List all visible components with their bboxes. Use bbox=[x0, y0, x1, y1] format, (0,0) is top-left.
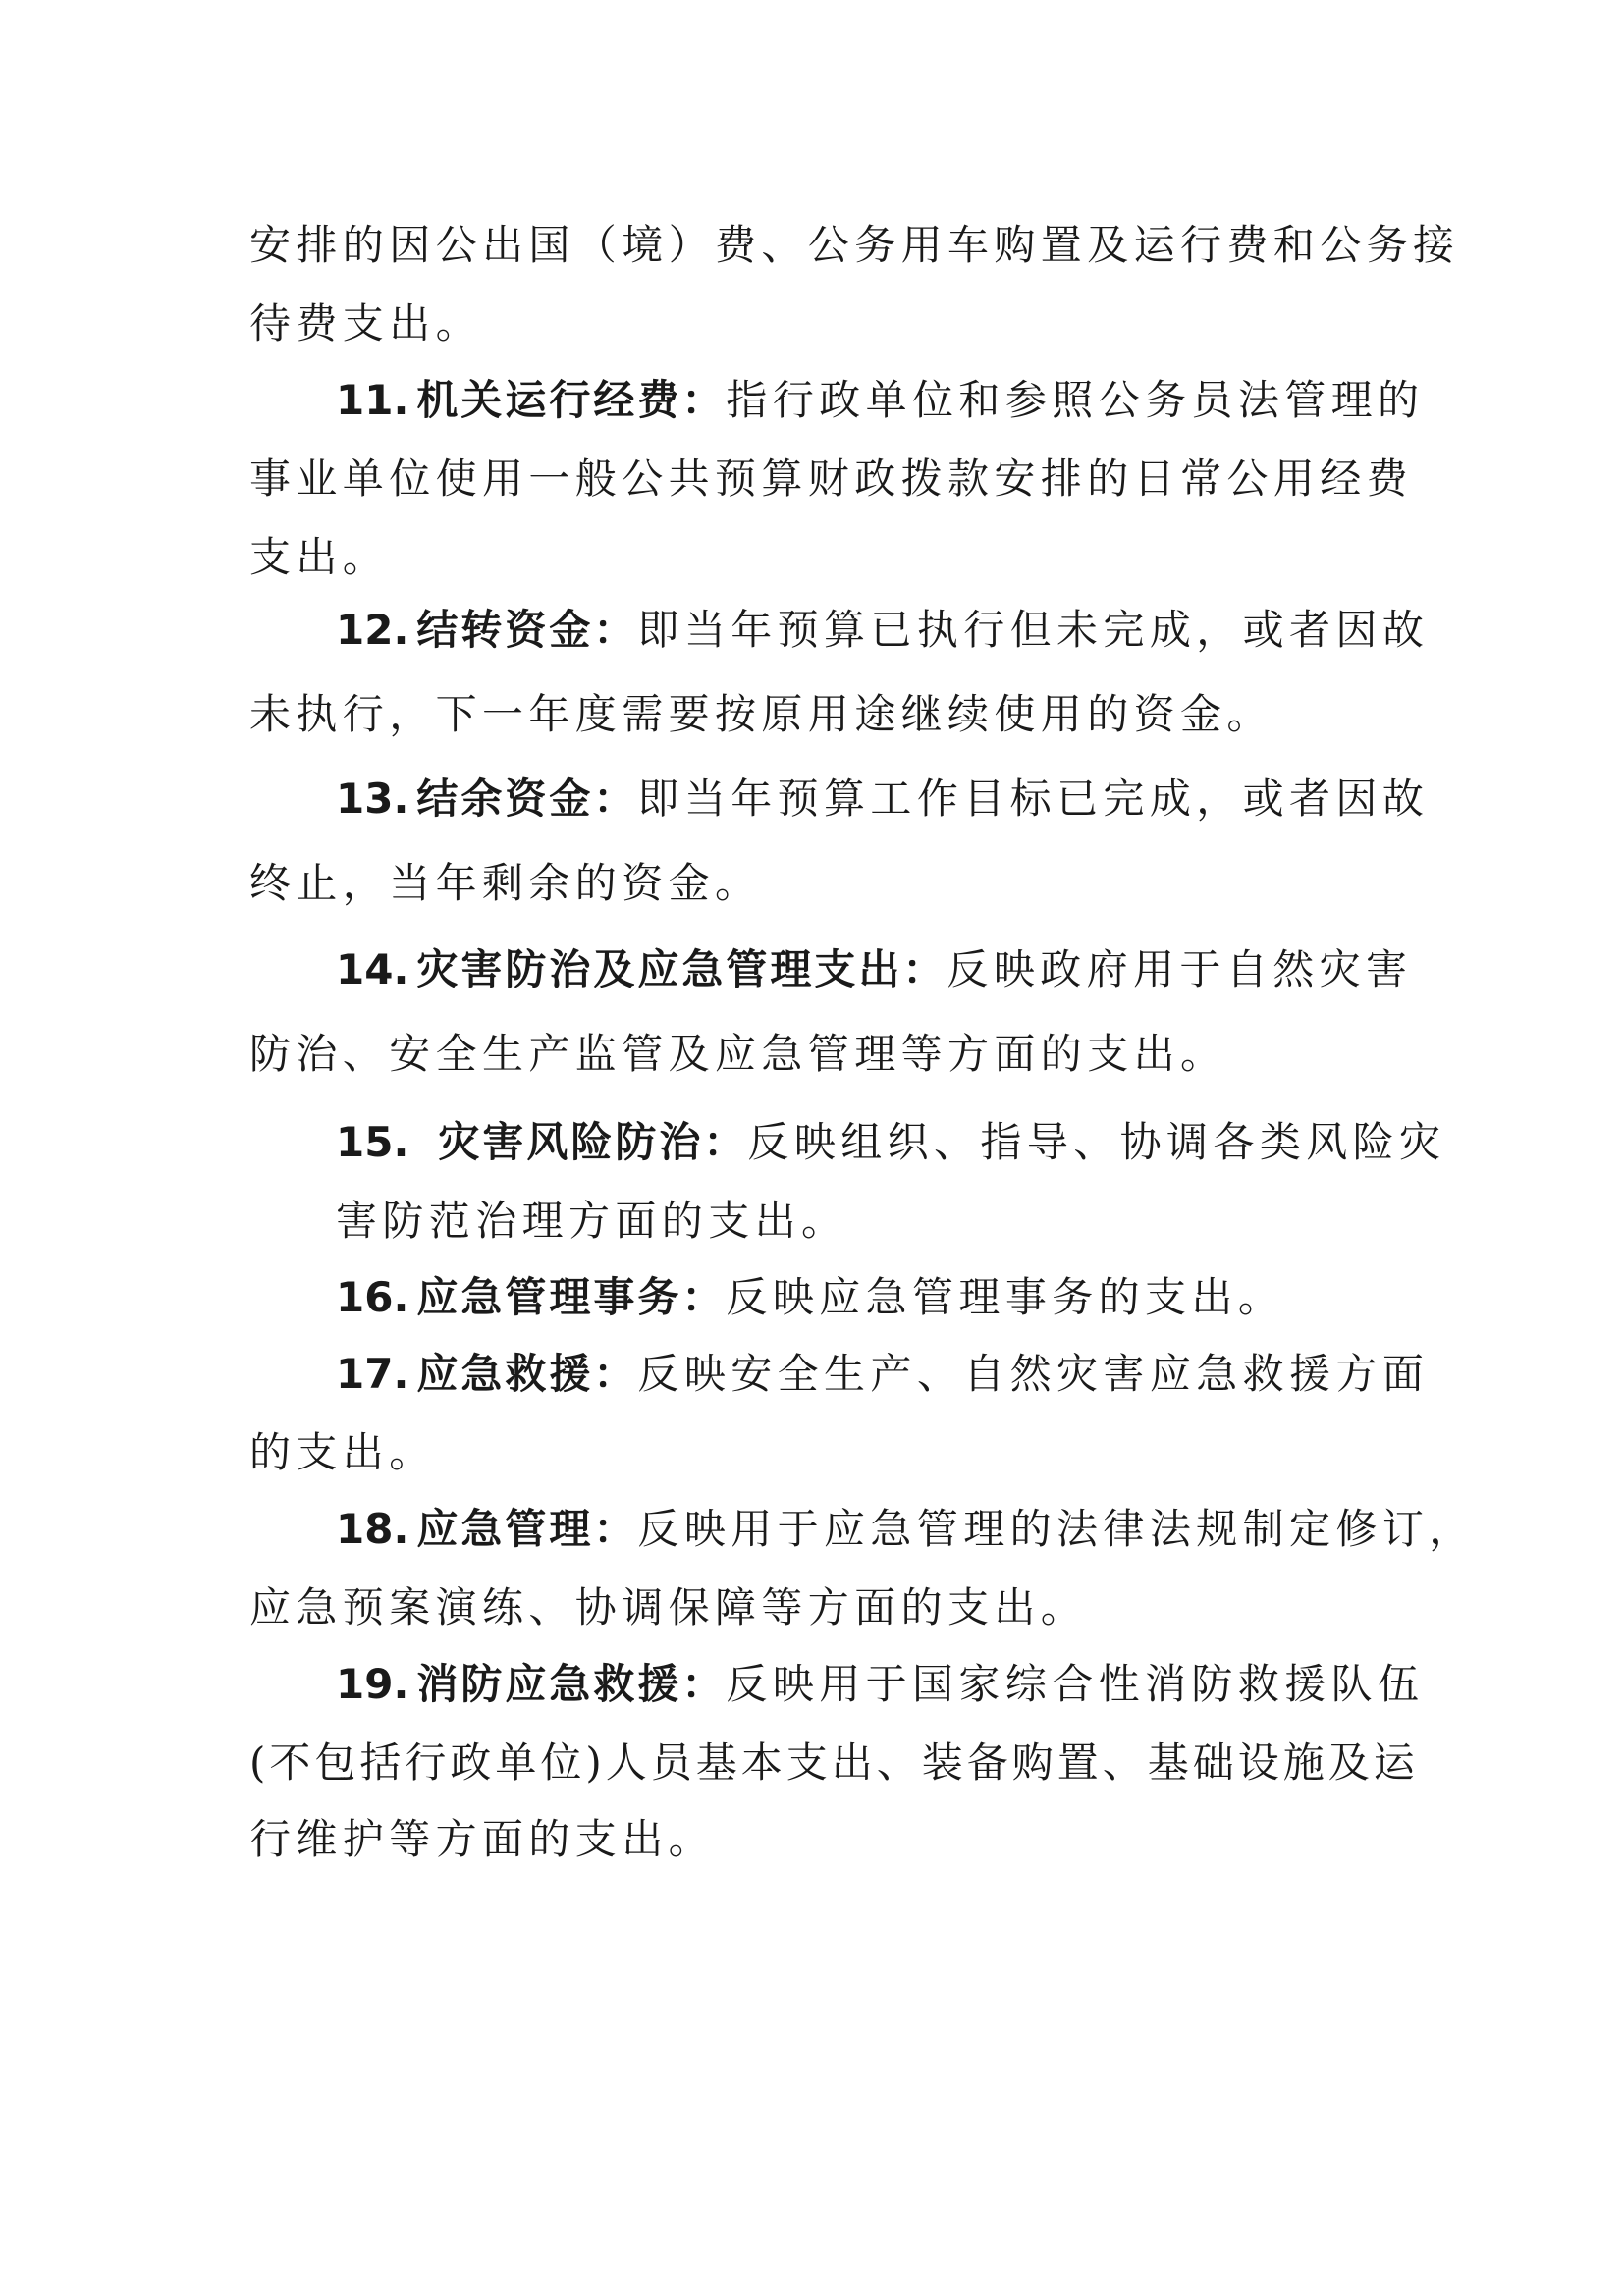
item-19-number: 19. bbox=[336, 1660, 409, 1708]
intro-line-1: 安排的因公出国（境）费、公务用车购置及运行费和公务接 bbox=[249, 221, 1460, 269]
item-15-line-1 bbox=[336, 1115, 1475, 1170]
item-13-text: 即当年预算工作目标已完成，或者因故 bbox=[637, 774, 1430, 823]
item-18-line-2: 应急预案演练、协调保障等方面的支出。 bbox=[249, 1583, 1088, 1631]
item-12-term: 结转资金： bbox=[416, 606, 638, 654]
item-16-text: 反映应急管理事务的支出。 bbox=[726, 1273, 1285, 1321]
item-14-term: 灾害防治及应急管理支出： bbox=[416, 945, 947, 993]
item-11-text: 指行政单位和参照公务员法管理的 bbox=[726, 376, 1425, 424]
item-12-line-2: 未执行，下一年度需要按原用途继续使用的资金。 bbox=[249, 690, 1273, 738]
item-14-number: 14. bbox=[336, 945, 409, 993]
item-19-line-3: 行维护等方面的支出。 bbox=[249, 1815, 716, 1863]
item-17-line-2: 的支出。 bbox=[249, 1428, 436, 1476]
intro-line-2: 待费支出。 bbox=[249, 299, 483, 347]
item-14-line-1 bbox=[336, 942, 1475, 997]
item-12-number: 12. bbox=[336, 606, 409, 654]
item-15-number: 15. bbox=[336, 1118, 409, 1166]
item-11-line-1 bbox=[336, 373, 1475, 428]
item-15-text: 反映组织、指导、协调各类风险灾 bbox=[747, 1118, 1446, 1166]
item-17-number: 17. bbox=[336, 1350, 409, 1398]
item-11-number: 11. bbox=[336, 376, 409, 424]
item-17-text: 反映安全生产、自然灾害应急救援方面 bbox=[637, 1350, 1430, 1398]
item-13-term: 结余资金： bbox=[416, 774, 638, 823]
item-19-line-1 bbox=[336, 1657, 1475, 1712]
item-15-line-2: 害防范治理方面的支出。 bbox=[336, 1197, 848, 1245]
item-12-line-1 bbox=[336, 603, 1475, 658]
item-11-term: 机关运行经费： bbox=[416, 376, 727, 424]
item-13-line-1 bbox=[336, 772, 1475, 827]
item-12-text: 即当年预算已执行但未完成，或者因故 bbox=[637, 606, 1430, 654]
item-18-number: 18. bbox=[336, 1505, 409, 1553]
item-14-text: 反映政府用于自然灾害 bbox=[947, 945, 1413, 993]
item-13-number: 13. bbox=[336, 774, 409, 823]
item-19-term: 消防应急救援： bbox=[416, 1660, 727, 1708]
item-11-line-2: 事业单位使用一般公共预算财政拨款安排的日常公用经费 bbox=[249, 454, 1414, 503]
item-13-line-2: 终止，当年剩余的资金。 bbox=[249, 859, 762, 907]
item-16-line-1 bbox=[336, 1270, 1475, 1325]
item-17-term: 应急救援： bbox=[416, 1350, 638, 1398]
item-19-line-2: (不包括行政单位)人员基本支出、装备购置、基础设施及运 bbox=[249, 1738, 1419, 1787]
item-19-text: 反映用于国家综合性消防救援队伍 bbox=[726, 1660, 1425, 1708]
item-16-term: 应急管理事务： bbox=[416, 1273, 727, 1321]
item-17-line-1 bbox=[336, 1347, 1475, 1402]
item-15-term: 灾害风险防治： bbox=[438, 1118, 748, 1166]
item-14-line-2: 防治、安全生产监管及应急管理等方面的支出。 bbox=[249, 1030, 1227, 1078]
item-16-number: 16. bbox=[336, 1273, 409, 1321]
item-18-text: 反映用于应急管理的法律法规制定修订， bbox=[637, 1505, 1476, 1553]
item-11-line-3: 支出。 bbox=[249, 533, 390, 581]
item-18-term: 应急管理： bbox=[416, 1505, 638, 1553]
item-18-line-1 bbox=[336, 1502, 1475, 1557]
